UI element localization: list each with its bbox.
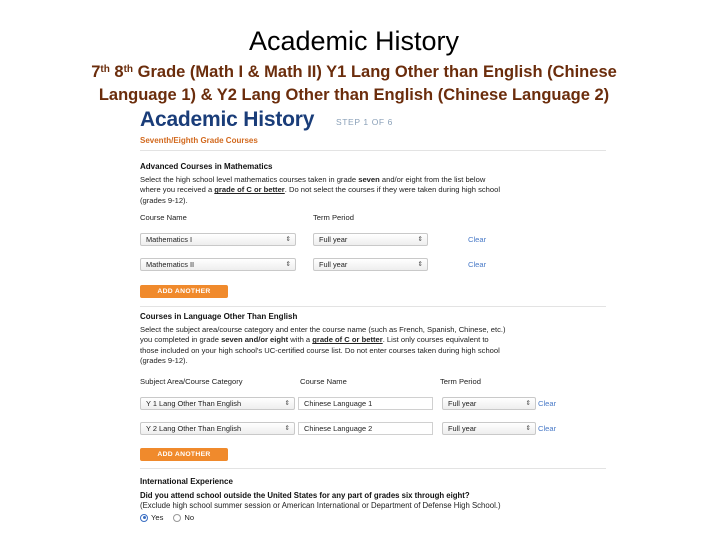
math-instructions <box>140 175 598 206</box>
slide-subtitle <box>30 58 678 107</box>
math-instr-4: . Do not select the courses if they were taken during high school <box>284 185 501 195</box>
divider <box>140 150 606 151</box>
subtitle-th-2: th <box>123 64 134 75</box>
math-term-select-2[interactable] <box>313 258 428 271</box>
lote-course-input-2[interactable]: Chinese Language 2 <box>298 422 433 435</box>
math-col-term: Term Period <box>313 213 354 222</box>
select-arrows-icon: ⇕ <box>284 425 290 432</box>
select-arrows-icon: ⇕ <box>417 236 423 243</box>
subtitle-line2: Language 1) & Y2 Lang Other than English (Chinese Language 2) <box>98 86 610 104</box>
screenshot-panel <box>134 106 608 540</box>
lote-col-term: Term Period <box>440 377 481 386</box>
math-instr-1: Select the high school level mathematics courses taken in grade <box>140 175 359 184</box>
lote-term-select-2[interactable] <box>442 422 536 435</box>
grade-section-title: Seventh/Eighth Grade Courses <box>140 136 258 145</box>
select-arrows-icon: ⇕ <box>525 425 531 432</box>
radio-no[interactable] <box>173 514 181 522</box>
lote-add-another-button[interactable]: ADD ANOTHER <box>140 448 228 461</box>
intl-radio-group <box>140 513 204 522</box>
select-arrows-icon: ⇕ <box>417 261 423 268</box>
radio-yes[interactable] <box>140 514 148 522</box>
subtitle-eight: 8 <box>109 63 124 81</box>
lote-instr-2c: with a <box>288 335 313 345</box>
math-course-value-2: Mathematics II <box>146 260 195 269</box>
math-course-value-1: Mathematics I <box>146 235 193 244</box>
lote-col-subject: Subject Area/Course Category <box>140 377 243 386</box>
step-indicator: STEP 1 OF 6 <box>336 117 393 127</box>
intl-question: Did you attend school outside the United States for any part of grades six through eight? <box>140 491 470 500</box>
math-instr-5: (grades 9-12). <box>140 195 188 205</box>
lote-instr-2d: grade of C or better <box>312 335 383 345</box>
math-term-select-1[interactable] <box>313 233 428 246</box>
lote-subject-select-2[interactable] <box>140 422 295 435</box>
math-add-another-button[interactable]: ADD ANOTHER <box>140 285 228 298</box>
page-header <box>140 108 393 132</box>
math-heading: Advanced Courses in Mathematics <box>140 162 273 171</box>
math-term-value-1: Full year <box>319 235 348 244</box>
select-arrows-icon: ⇕ <box>285 261 291 268</box>
math-clear-link-2[interactable]: Clear <box>468 260 487 269</box>
lote-instr-3: those included on your high school's UC-certified course list. Do not enter courses taken during high school <box>140 345 500 355</box>
lote-course-input-1[interactable]: Chinese Language 1 <box>298 397 433 410</box>
math-course-select-1[interactable] <box>140 233 296 246</box>
page-heading: Academic History <box>140 108 315 131</box>
math-instr-grade: grade of C or better <box>214 185 285 195</box>
lote-subject-value-2: Y 2 Lang Other Than English <box>146 424 242 433</box>
divider <box>140 468 606 469</box>
math-col-course: Course Name <box>140 213 187 222</box>
select-arrows-icon: ⇕ <box>284 400 290 407</box>
lote-clear-link-1[interactable]: Clear <box>538 399 557 408</box>
lote-term-value-1: Full year <box>448 399 477 408</box>
lote-subject-select-1[interactable] <box>140 397 295 410</box>
lote-instructions <box>140 325 598 367</box>
intl-heading: International Experience <box>140 477 233 486</box>
math-instr-bold: seven <box>358 175 380 184</box>
select-arrows-icon: ⇕ <box>525 400 531 407</box>
subtitle-th-1: th <box>100 64 110 75</box>
lote-instr-2e: . List only courses equivalent to <box>382 335 489 345</box>
lote-instr-1: Select the subject area/course category and enter the course name (such as French, Spanish, Chinese, etc.) <box>140 325 506 334</box>
lote-term-select-1[interactable] <box>442 397 536 410</box>
lote-clear-link-2[interactable]: Clear <box>538 424 557 433</box>
math-term-value-2: Full year <box>319 260 348 269</box>
math-instr-2: and/or eight from the list below <box>379 175 486 184</box>
subtitle-line1-rest: Grade (Math I & Math II) Y1 Lang Other than English (Chinese <box>133 63 617 81</box>
radio-yes-label[interactable]: Yes <box>151 513 164 522</box>
subtitle-seven: 7 <box>91 63 101 81</box>
divider <box>140 306 606 307</box>
radio-no-label[interactable]: No <box>184 513 195 522</box>
slide-title: Academic History <box>248 26 460 56</box>
math-course-select-2[interactable] <box>140 258 296 271</box>
select-arrows-icon: ⇕ <box>285 236 291 243</box>
math-clear-link-1[interactable]: Clear <box>468 235 487 244</box>
intl-note: (Exclude high school summer session or American International or Department of Defense High School.) <box>140 501 501 510</box>
lote-subject-value-1: Y 1 Lang Other Than English <box>146 399 242 408</box>
lote-term-value-2: Full year <box>448 424 477 433</box>
lote-col-course: Course Name <box>300 377 347 386</box>
lote-instr-2b: seven and/or eight <box>221 335 289 345</box>
lote-heading: Courses in Language Other Than English <box>140 312 298 321</box>
lote-instr-2a: you completed in grade <box>140 335 222 345</box>
math-instr-3: where you received a <box>140 185 215 195</box>
lote-instr-4: (grades 9-12). <box>140 356 188 366</box>
